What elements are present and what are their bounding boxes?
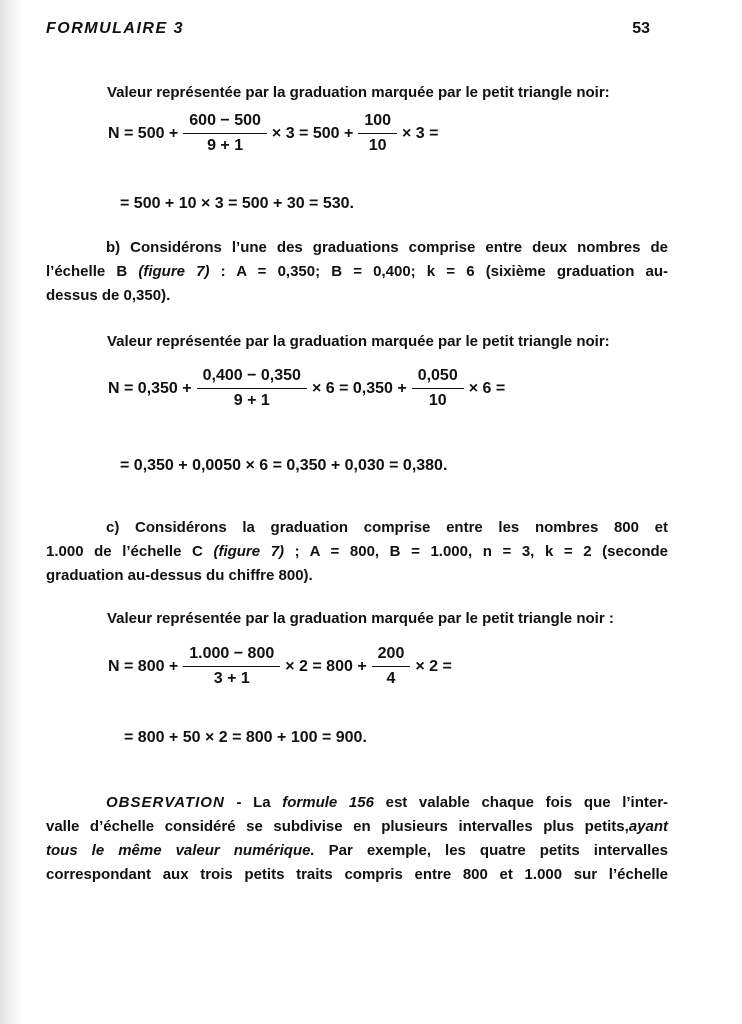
para-c-line-2 [46,543,668,560]
block3-equation-1 [107,645,453,688]
fraction [412,367,464,410]
fraction-numerator: 600 − 500 [183,112,267,134]
eq-middle: × 2 = 800 + [285,657,367,675]
para-b-line-3: dessus de 0,350). [46,287,171,304]
block1-equation-2: = 500 + 10 × 3 = 500 + 30 = 530. [120,195,354,212]
para-c-line-2-start: 1.000 de l’échelle C [46,543,203,560]
block3-intro: Valeur représentée par la graduation marquée par le petit triangle noir : [107,610,614,627]
observation-line-3-end: Par exemple, les quatre petits intervalles [328,842,668,859]
fraction-denominator: 10 [368,137,387,154]
fraction-numerator: 0,400 − 0,350 [197,367,307,389]
observation-line-4: correspondant aux trois petits traits compris entre 800 et 1.000 sur l’échelle [46,866,668,883]
fraction-denominator: 10 [428,392,447,409]
fraction-denominator: 9 + 1 [207,137,244,154]
fraction-numerator: 0,050 [412,367,464,389]
para-b-line-2 [46,263,668,280]
para-c-line-3: graduation au-dessus du chiffre 800). [46,567,313,584]
eq-lhs: N = 500 + [108,124,179,142]
eq-lhs: N = 800 + [108,657,179,675]
block2-equation-2: = 0,350 + 0,0050 × 6 = 0,350 + 0,030 = 0,380. [120,457,448,474]
observation-dash: - La [236,794,271,811]
observation-line-3 [46,842,668,859]
para-c-line-2-end: ; A = 800, B = 1.000, n = 3, k = 2 (seconde [294,543,669,560]
observation-line-1-end: est valable chaque fois que l’inter- [385,794,669,811]
eq-lhs: N = 0,350 + [108,379,192,397]
para-b-line-2-start: l’échelle B [46,263,128,280]
eq-end: × 3 = [402,124,439,142]
eq-end: × 2 = [415,657,452,675]
block3-equation-2: = 800 + 50 × 2 = 800 + 100 = 900. [124,729,367,746]
block2-intro: Valeur représentée par la graduation marquée par le petit triangle noir: [107,333,610,350]
observation-line-3-italic: tous le même valeur numérique. [46,842,315,859]
para-c-line-1: c) Considérons la graduation comprise entre les nombres 800 et [106,519,668,536]
figure-reference: (figure 7) [213,543,285,560]
eq-middle: × 3 = 500 + [271,124,354,142]
fraction-denominator: 9 + 1 [233,392,270,409]
fraction [358,112,397,155]
running-title: FORMULAIRE 3 [46,20,184,37]
block1-equation-1 [107,112,440,155]
fraction-denominator: 4 [386,670,396,687]
running-header [46,20,650,42]
binding-shadow [0,0,22,1024]
observation-label: OBSERVATION [106,794,225,811]
eq-middle: × 6 = 0,350 + [311,379,407,397]
observation-line-2-italic: ayant [628,818,668,835]
fraction-numerator: 100 [358,112,397,134]
block2-equation-1 [107,367,506,410]
figure-reference: (figure 7) [138,263,210,280]
fraction [372,645,411,688]
fraction [197,367,307,410]
block1-intro: Valeur représentée par la graduation marquée par le petit triangle noir: [107,84,610,101]
fraction-numerator: 1.000 − 800 [183,645,280,667]
eq-end: × 6 = [468,379,506,397]
para-b-line-2-end: : A = 0,350; B = 0,400; k = 6 (sixième graduation au- [220,263,669,280]
observation-line-2-start: valle d’échelle considéré se subdivise en plusieurs intervalles plus petits, [46,818,629,835]
fraction-denominator: 3 + 1 [213,670,250,687]
page-number: 53 [632,20,650,37]
para-b-line-1: b) Considérons l’une des graduations comprise entre deux nombres de [106,239,668,256]
observation-line-1 [46,794,668,811]
formula-reference: formule 156 [282,794,374,811]
fraction [183,645,280,688]
fraction-numerator: 200 [372,645,411,667]
fraction [183,112,267,155]
observation-line-2 [46,818,668,835]
